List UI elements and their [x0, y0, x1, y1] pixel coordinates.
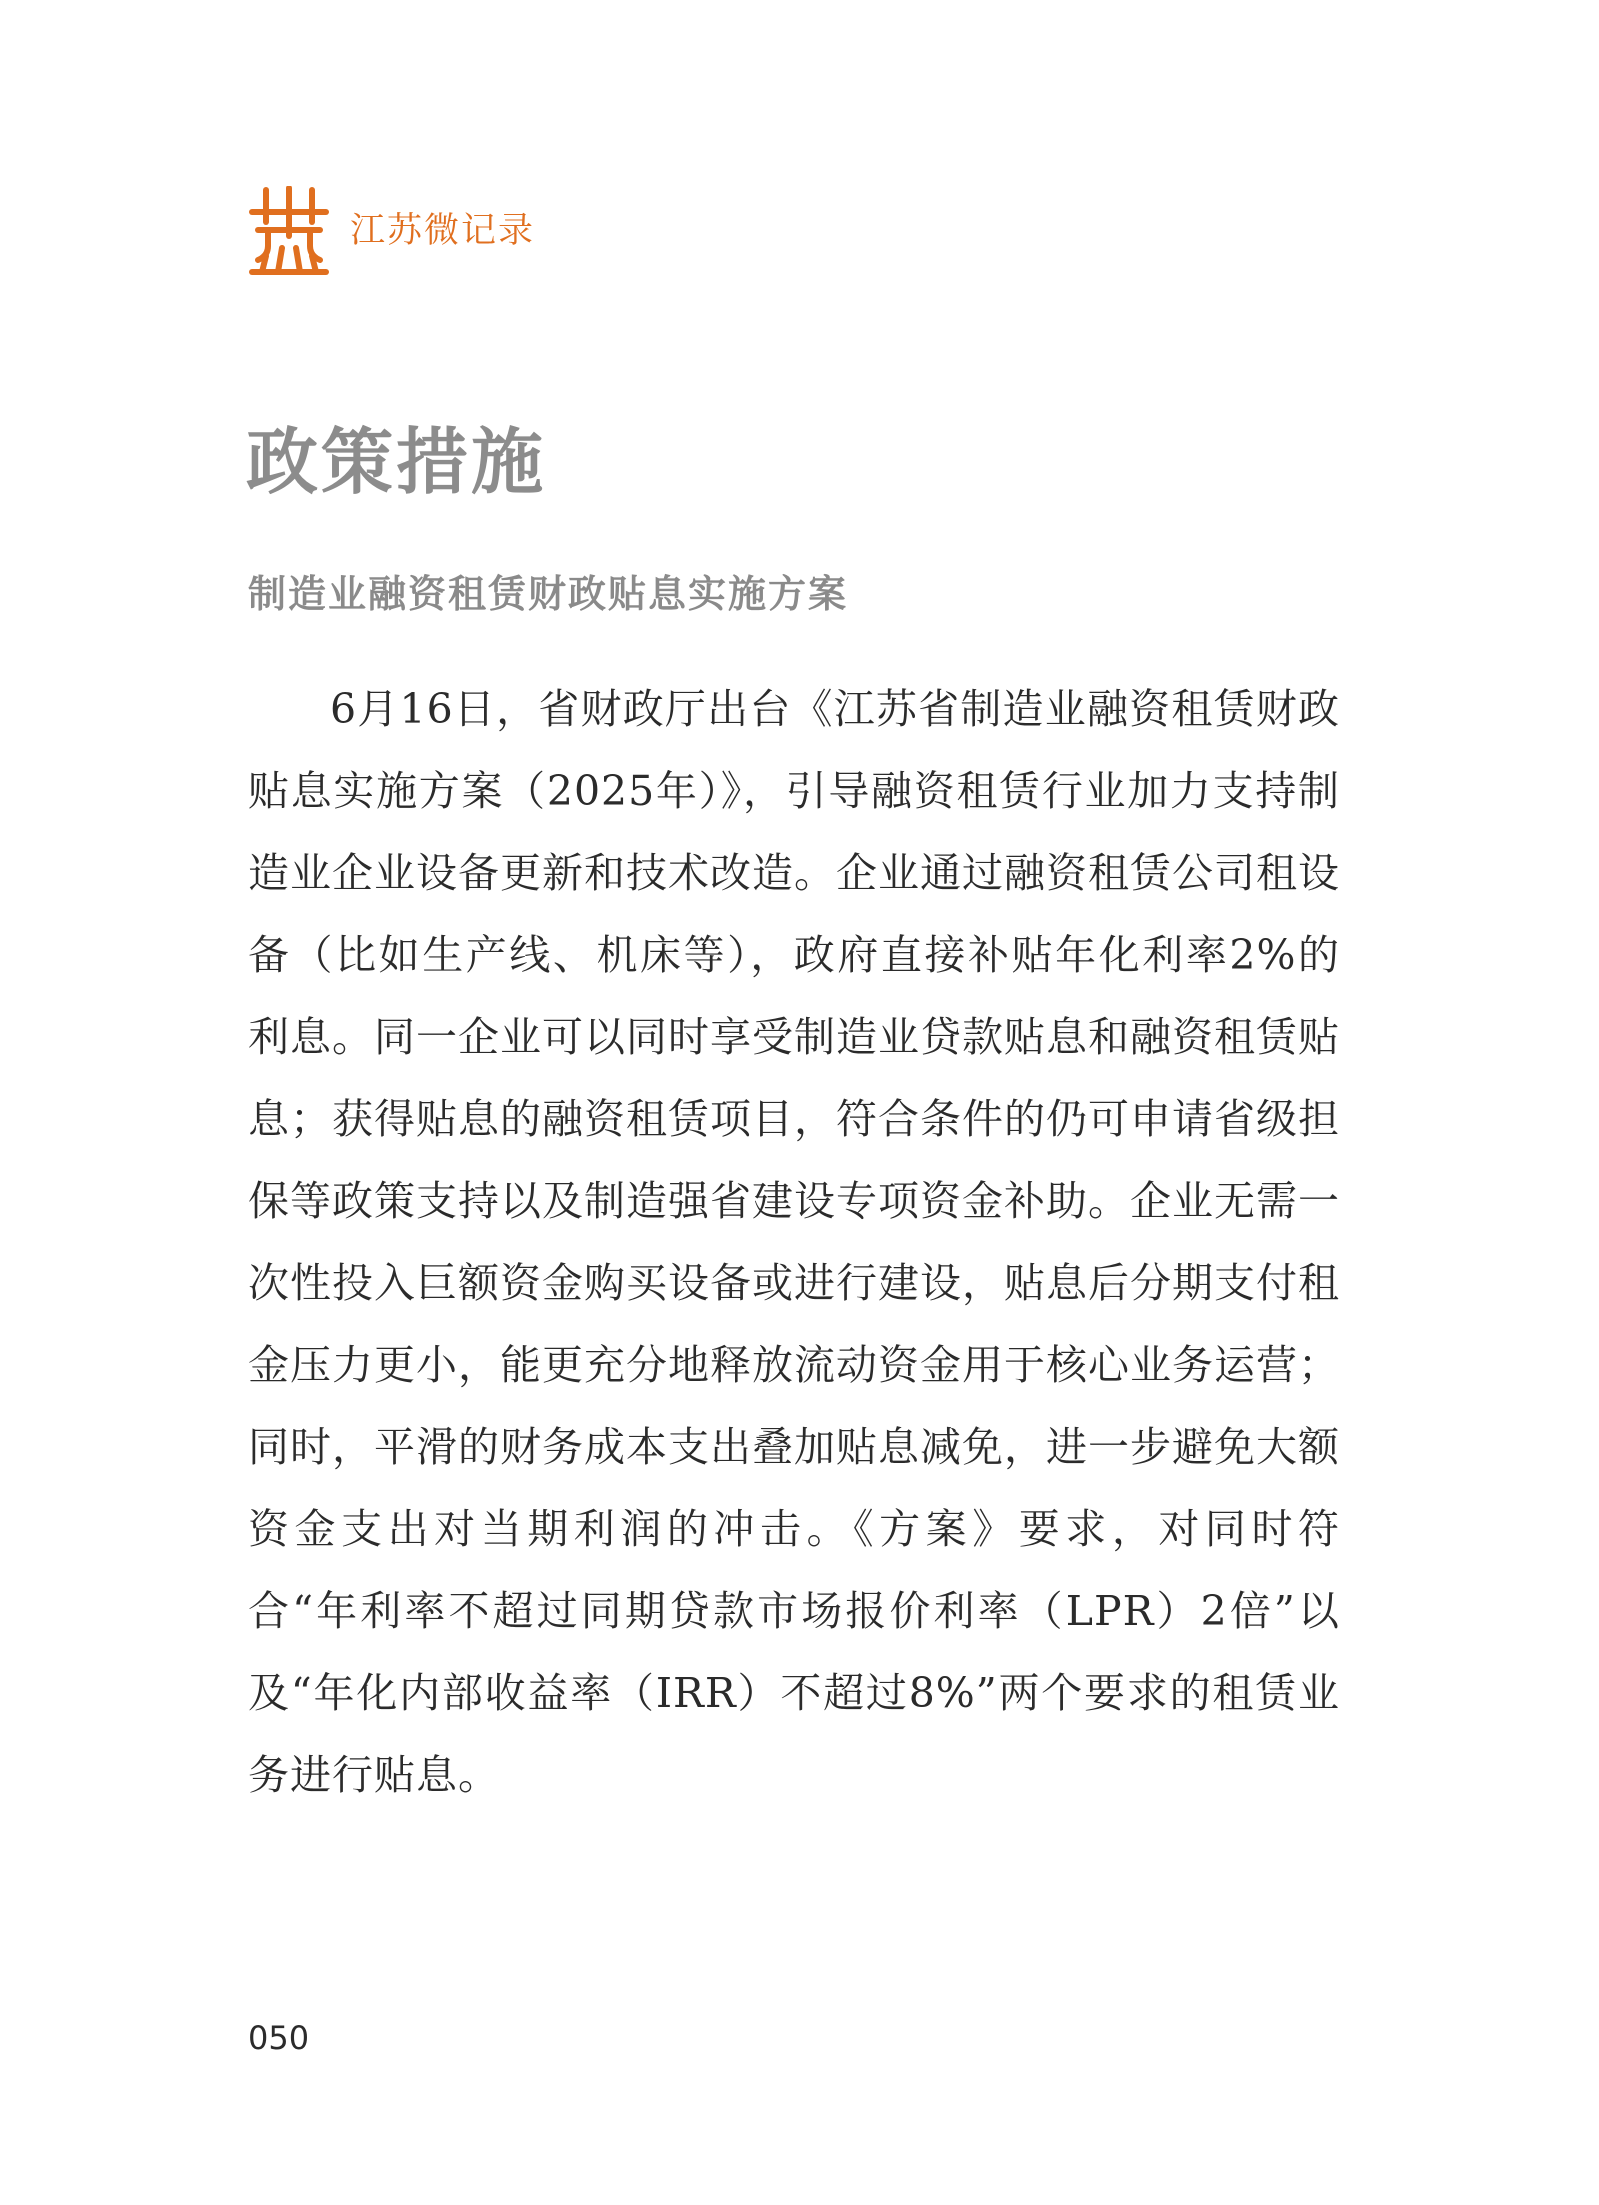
jiangsu-emblem-icon [248, 186, 330, 276]
section-title: 政策措施 [246, 420, 547, 504]
article-subtitle: 制造业融资租赁财政贴息实施方案 [248, 571, 849, 616]
page-header [248, 186, 535, 276]
article-body: 6月16日，省财政厅出台《江苏省制造业融资租赁财政贴息实施方案（2025年）》，引导融资租赁行业加力支持制造业企业设备更新和技术改造。企业通过融资租赁公司租设备（比如生产线、机床等），政府直接补贴年化利率2%的利息。同一企业可以同时享受制造业贷款贴息和融资租赁贴息；获得贴息的融资租赁项目，符合条件的仍可申请省级担保等政策支持以及制造强省建设专项资金补助。企业无需一次性投入巨额资金购买设备或进行建设，贴息后分期支付租金压力更小，能更充分地释放流动资金用于核心业务运营；同时，平滑的财务成本支出叠加贴息减免，进一步避免大额资金支出对当期利润的冲击。《方案》要求，对同时符合“年利率不超过同期贷款市场报价利率（LPR）2倍”以及“年化内部收益率（IRR）不超过8%”两个要求的租赁业务进行贴息。 [248, 685, 1340, 1799]
brand-title: 江苏微记录 [350, 210, 536, 251]
page-number: 050 [248, 2019, 310, 2057]
